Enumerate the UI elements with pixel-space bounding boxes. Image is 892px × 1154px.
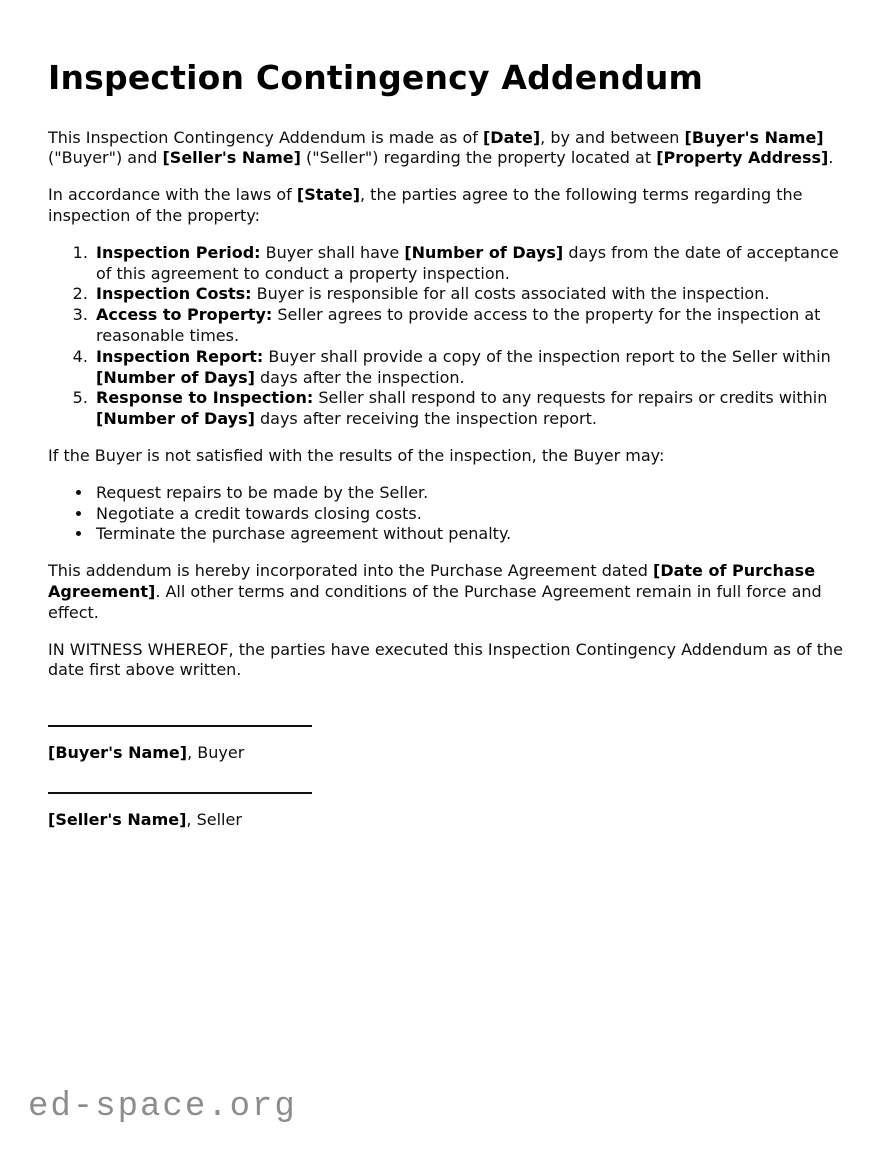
placeholder-field: [Buyer's Name] xyxy=(48,743,188,763)
bullet-list xyxy=(48,483,845,545)
text-segment: Request repairs to be made by the Seller. xyxy=(96,482,429,502)
numbered-list xyxy=(48,243,845,430)
text-segment: ("Buyer") and xyxy=(48,148,163,168)
document-title: Inspection Contingency Addendum xyxy=(48,58,704,97)
text-segment: , Buyer xyxy=(187,743,245,763)
text-segment: Buyer shall have xyxy=(260,242,405,262)
text-segment: , the parties agree to the following terms regarding the inspection of the property: xyxy=(48,185,803,225)
placeholder-field: [Number of Days] xyxy=(96,409,255,429)
text-segment: Seller shall respond to any requests for repairs or credits within xyxy=(313,388,828,408)
signature-label xyxy=(48,743,845,764)
signature-label xyxy=(48,810,845,831)
text-segment: days from the date of acceptance of this agreement to conduct a property inspection. xyxy=(96,242,839,283)
paragraph xyxy=(48,185,845,227)
term-label: Inspection Period: xyxy=(96,242,261,262)
placeholder-field: [Number of Days] xyxy=(96,367,255,387)
placeholder-field: [Seller's Name] xyxy=(48,809,187,829)
placeholder-field: [Date] xyxy=(482,127,541,147)
text-segment: days after receiving the inspection report. xyxy=(254,409,597,429)
term-label: Inspection Report: xyxy=(96,346,264,366)
text-segment: . All other terms and conditions of the Purchase Agreement remain in full force and effect. xyxy=(48,581,822,622)
term-label: Access to Property: xyxy=(96,305,273,325)
paragraph xyxy=(48,128,845,170)
term-label: Response to Inspection: xyxy=(96,388,314,408)
signature-line xyxy=(48,792,312,794)
list-item xyxy=(93,388,845,430)
placeholder-field: [Buyer's Name] xyxy=(684,127,824,147)
text-segment: , Seller xyxy=(186,809,242,829)
signature-line xyxy=(48,725,312,727)
placeholder-field: [Property Address] xyxy=(656,148,829,168)
list-item xyxy=(93,243,845,285)
text-segment: Buyer is responsible for all costs associated with the inspection. xyxy=(251,284,770,304)
list-item xyxy=(93,483,845,504)
placeholder-field: [Date of Purchase Agreement] xyxy=(48,561,816,601)
list-item xyxy=(93,305,845,347)
text-segment: If the Buyer is not satisfied with the results of the inspection, the Buyer may: xyxy=(48,445,665,465)
paragraph xyxy=(48,640,845,682)
list-item xyxy=(93,504,845,525)
placeholder-field: [State] xyxy=(296,185,360,205)
text-segment: Terminate the purchase agreement without penalty. xyxy=(96,524,512,544)
text-segment: Seller agrees to provide access to the property for the inspection at reasonable times. xyxy=(96,305,821,345)
list-item xyxy=(93,284,845,305)
document-body xyxy=(48,128,845,831)
signature-block-seller xyxy=(48,792,845,831)
placeholder-field: [Seller's Name] xyxy=(162,148,301,168)
text-segment: This Inspection Contingency Addendum is made as of xyxy=(48,127,483,147)
watermark-text: ed-space.org xyxy=(28,1088,297,1126)
text-segment: This addendum is hereby incorporated into the Purchase Agreement dated xyxy=(48,561,654,581)
list-item xyxy=(93,347,845,389)
paragraph xyxy=(48,446,845,467)
signature-block-buyer xyxy=(48,725,845,764)
text-segment: Negotiate a credit towards closing costs. xyxy=(96,503,422,523)
list-item xyxy=(93,524,845,545)
text-segment: IN WITNESS WHEREOF, the parties have executed this Inspection Contingency Addendum as of the date first above written. xyxy=(48,639,843,680)
placeholder-field: [Number of Days] xyxy=(404,242,564,262)
text-segment: days after the inspection. xyxy=(254,367,465,387)
text-segment: , by and between xyxy=(540,127,685,147)
text-segment: . xyxy=(828,148,834,168)
text-segment: ("Seller") regarding the property located at xyxy=(300,148,657,168)
text-segment: In accordance with the laws of xyxy=(48,185,297,205)
term-label: Inspection Costs: xyxy=(96,284,252,304)
text-segment: Buyer shall provide a copy of the inspection report to the Seller within xyxy=(263,346,831,366)
paragraph xyxy=(48,561,845,623)
